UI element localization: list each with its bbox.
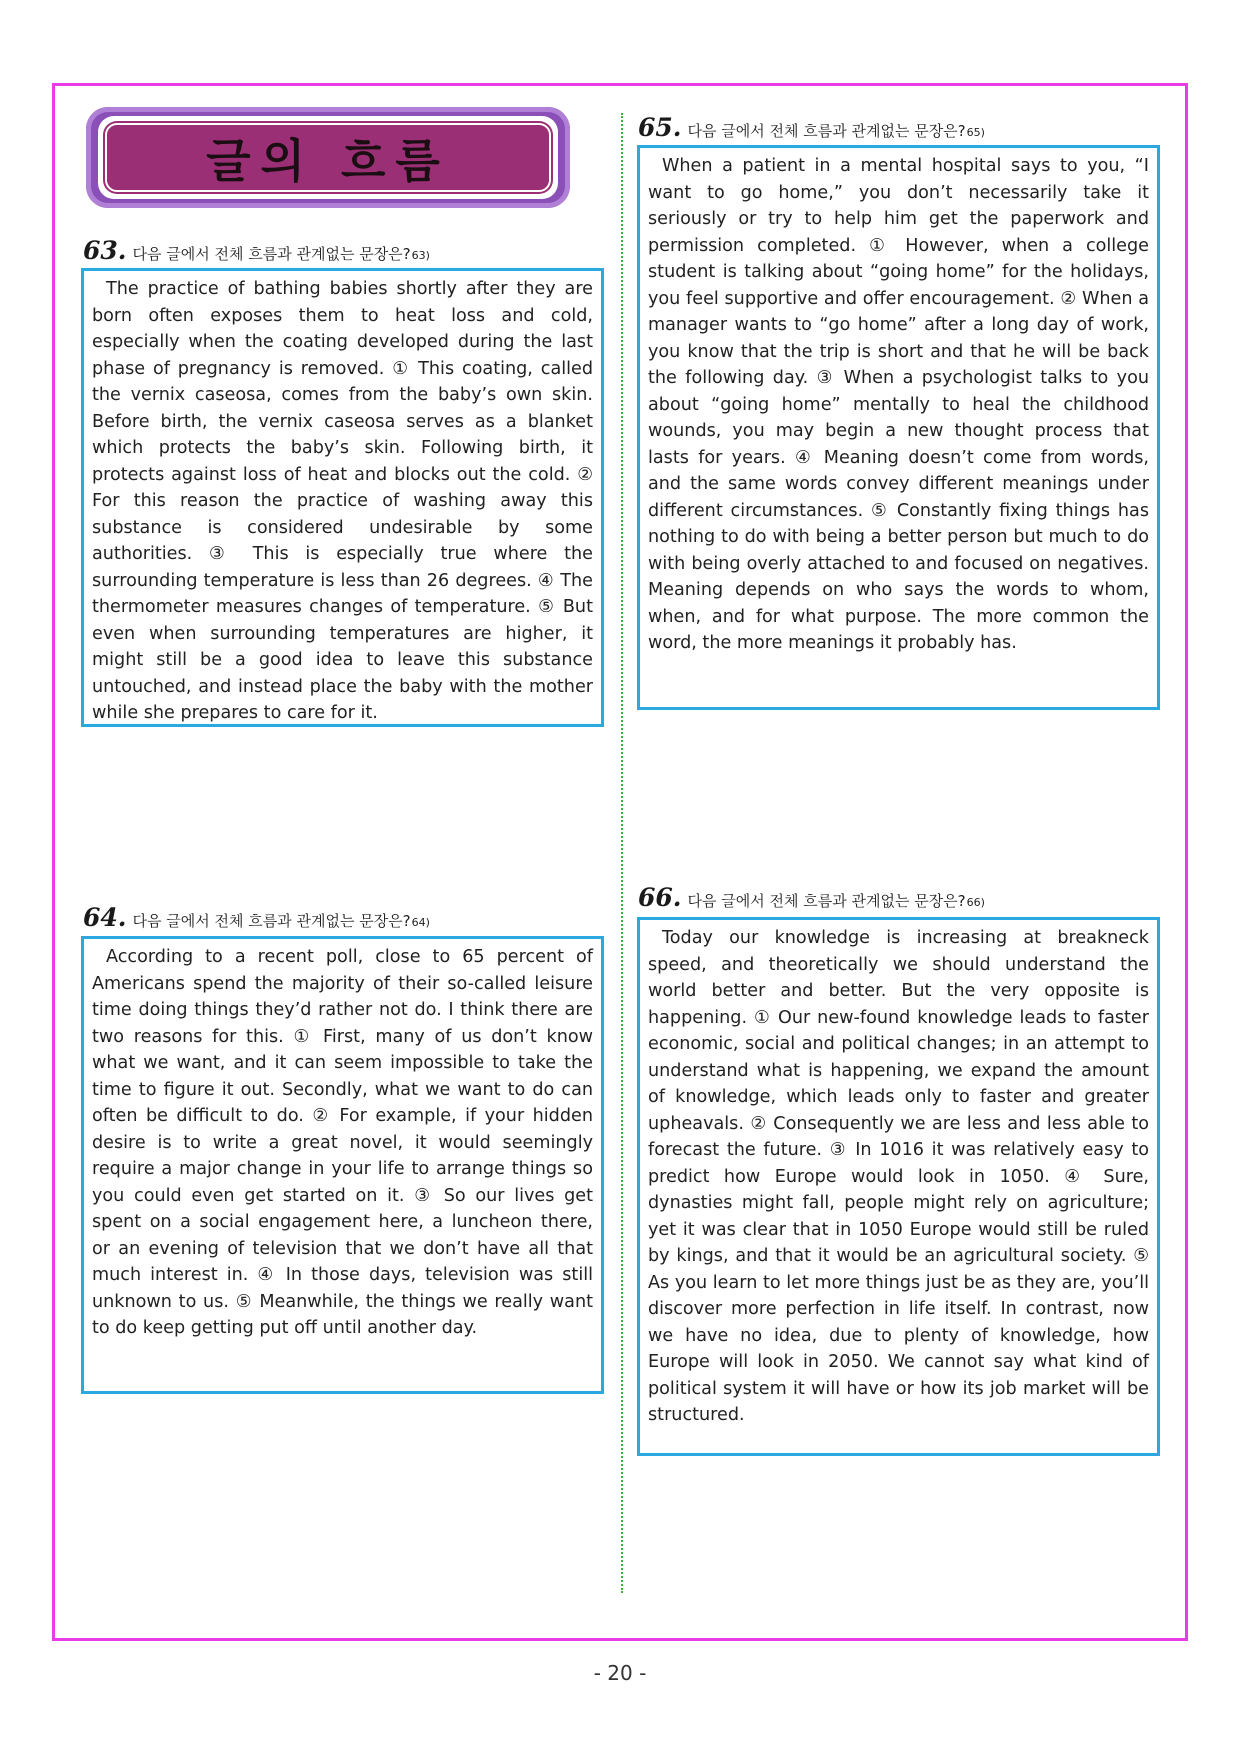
question-65-header — [638, 113, 985, 142]
question-66-passage-box — [637, 917, 1160, 1456]
question-prompt: 다음 글에서 전체 흐름과 관계없는 문장은? — [132, 245, 411, 263]
question-number: 63. — [83, 236, 127, 265]
passage-text: When a patient in a mental hospital says to you, “I want to go home,” you don’t necessarily take it seriously or try to help him get the paperwork and permission completed. ① However, when a college student is talking about “going home” for the holidays, you feel supportive and offer encouragement. ② When a manager wants to “go home” after a long day of work, you know that the trip is short and that he will be back the following day. ③ When a psychologist talks to you about “going home” mentally to heal the childhood wounds, you may begin a new thought process that lasts for years. ④ Meaning doesn’t come from words, and the same words convey different meanings under different circumstances. ⑤ Constantly fixing things has nothing to do with being a better person but much to do with being overly attached to and focused on negatives. Meaning depends on who says the words to whom, when, and for what purpose. The more common the word, the more meanings it probably has. — [648, 156, 1149, 653]
question-64-passage-box — [81, 936, 604, 1394]
question-number: 64. — [83, 903, 127, 932]
page-number: - 20 - — [593, 1661, 647, 1685]
passage-text: According to a recent poll, close to 65 percent of Americans spend the majority of their so-called leisure time doing things they’d rather not do. I think there are two reasons for this. ① First, many of us don’t know what we want, and it can seem impossible to take the time to figure it out. Secondly, what we want to do can often be difficult to do. ② For example, if your hidden desire is to write a great novel, it would seemingly require a major change in your life to arrange things so you could even get started on it. ③ So our lives get spent on a social engagement here, a luncheon there, or an evening of television that we don’t have all that much interest in. ④ In those days, television was still unknown to us. ⑤ Meanwhile, the things we really want to do keep getting put off until another day. — [92, 947, 593, 1338]
passage-text: The practice of bathing babies shortly after they are born often exposes them to heat loss and cold, especially when the coating developed during the last phase of pregnancy is removed. ① This coating, called the vernix caseosa, comes from the baby’s own skin. Before birth, the vernix caseosa serves as a blanket which protects the baby’s skin. Following birth, it protects against loss of heat and blocks out the cold. ② For this reason the practice of washing away this substance is considered undesirable by some authorities. ③ This is especially true where the surrounding temperature is less than 26 degrees. ④ The thermometer measures changes of temperature. ⑤ But even when surrounding temperatures are higher, it might still be a good idea to leave this substance untouched, and instead place the baby with the mother while she prepares to care for it. — [92, 279, 593, 723]
question-prompt: 다음 글에서 전체 흐름과 관계없는 문장은? — [132, 912, 411, 930]
question-prompt: 다음 글에서 전체 흐름과 관계없는 문장은? — [687, 892, 966, 910]
section-title: 글의 흐름 — [206, 133, 450, 188]
question-number: 65. — [638, 113, 682, 142]
question-number: 66. — [638, 883, 682, 912]
question-63-passage-box — [81, 268, 604, 727]
footnote-ref: 63) — [411, 249, 430, 262]
passage-text: Today our knowledge is increasing at breakneck speed, and theoretically we should understand the world better and better. But the very opposite is happening. ① Our new-found knowledge leads to faster economic, social and political changes; in an attempt to understand what is happening, we expand the amount of knowledge, which leads only to faster and greater upheavals. ② Consequently we are less and less able to forecast the future. ③ In 1016 it was relatively easy to predict how Europe would look in 1050. ④ Sure, dynasties might fall, people might rely on agriculture; yet it was clear that in 1050 Europe would still be ruled by kings, and that it would be an agricultural society. ⑤ As you learn to let more things just be as they are, you’ll discover more perfection in life itself. In contrast, now we have no idea, due to plenty of knowledge, how Europe will look in 2050. We cannot say what kind of political system it will have or how its job market will be structured. — [648, 928, 1149, 1425]
footnote-ref: 64) — [411, 916, 430, 929]
banner-panel — [105, 123, 551, 192]
question-66-header — [638, 883, 985, 912]
question-65-passage-box — [637, 145, 1160, 710]
question-prompt: 다음 글에서 전체 흐름과 관계없는 문장은? — [687, 122, 966, 140]
footnote-ref: 65) — [966, 126, 985, 139]
footnote-ref: 66) — [966, 896, 985, 909]
banner-border — [98, 116, 558, 199]
question-64-header — [83, 903, 430, 932]
question-63-header — [83, 236, 430, 265]
column-divider — [621, 113, 623, 1593]
section-title-banner — [86, 107, 570, 208]
